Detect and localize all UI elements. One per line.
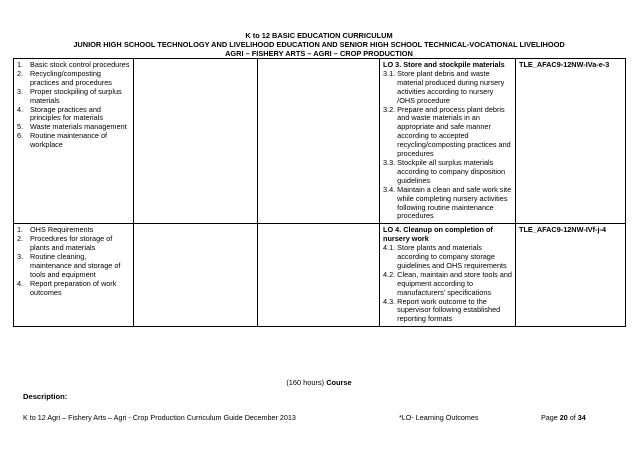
description-label: Description: (23, 392, 68, 401)
lo-item-text: Stockpile all surplus materials according to company disposition guidelines (397, 157, 506, 185)
table-row (14, 224, 626, 327)
performance-standard-cell (258, 59, 380, 224)
header-program: AGRI – FISHERY ARTS – AGRI – CROP PRODUCTION (225, 49, 413, 58)
lo-item-number: 4.3. (383, 296, 396, 306)
item-text: OHS Requirements (30, 225, 94, 235)
item-text: Recycling/composting practices and procedures (30, 68, 112, 87)
item-text: Basic stock control procedures (30, 60, 130, 69)
list-item (17, 106, 130, 124)
list-item (17, 280, 130, 298)
lo-item-number: 3.1. (383, 68, 396, 78)
list-item (17, 88, 130, 106)
item-text: Proper stockpiling of surplus materials (30, 86, 122, 105)
page-current: 20 (559, 413, 568, 422)
item-number: 3. (17, 86, 24, 96)
content-list (17, 226, 130, 297)
lo-item (383, 244, 512, 271)
lo-title: LO 3. Store and stockpile materials (383, 60, 505, 69)
header-title: K to 12 BASIC EDUCATION CURRICULUM (245, 31, 393, 40)
item-number: 2. (17, 68, 24, 78)
item-number: 3. (17, 252, 24, 262)
list-item (17, 235, 130, 253)
lo-item-text: Store plants and materials according to company storage guidelines and OHS requirements (397, 243, 507, 270)
item-text: Storage practices and principles for materials (30, 104, 103, 123)
competency-code-cell: TLE_AFAC9-12NW-IVa-e-3 (516, 59, 626, 224)
list-item (17, 253, 130, 280)
lo-item-number: 3.2. (383, 104, 396, 114)
item-number: 1. (17, 60, 24, 69)
lo-item-text: Store plant debris and waste material produced during nursery activities according to nursery /OHS procedure (397, 68, 505, 105)
learning-competency-cell (380, 224, 516, 327)
competency-code-cell: TLE_AFAC9-12NW-IVf-j-4 (516, 224, 626, 327)
list-item (17, 70, 130, 88)
lo-item-text: Report work outcome to the supervisor following established reporting formats (397, 296, 501, 324)
item-text: Procedures for storage of plants and materials (30, 234, 113, 253)
page-of: of (569, 413, 576, 422)
item-text: Routine cleaning, maintenance and storage of tools and equipment (30, 252, 121, 279)
lo-item (383, 70, 512, 106)
header-subtitle: JUNIOR HIGH SCHOOL TECHNOLOGY AND LIVELIHOOD EDUCATION AND SENIOR HIGH SCHOOL TECHNICAL-VOCATIONAL LIVELIHOOD (73, 40, 565, 49)
item-number: 1. (17, 225, 24, 235)
footer-guide-title: K to 12 Agri – Fishery Arts – Agri - Crop Production Curriculum Guide December 2013 (23, 413, 296, 422)
item-number: 4. (17, 104, 24, 114)
learning-competency-cell (380, 59, 516, 224)
lo-item-text: Prepare and process plant debris and waste materials in an appropriate and safe manner according to accepted recycling/composting practices and procedures (397, 104, 511, 159)
lo-item-number: 4.2. (383, 269, 396, 279)
list-item (17, 132, 130, 150)
item-number: 2. (17, 234, 24, 244)
performance-standard-cell (258, 224, 380, 327)
course-label: Course (326, 378, 352, 387)
content-standard-cell (134, 224, 258, 327)
lo-title: LO 4. Cleanup on completion of nursery work (383, 225, 493, 244)
footer-page-number (541, 413, 586, 422)
item-number: 6. (17, 131, 24, 141)
item-text: Waste materials management (30, 122, 127, 132)
curriculum-table (13, 58, 626, 327)
lo-item (383, 186, 512, 222)
content-list (17, 61, 130, 150)
lo-item-text: Clean, maintain and store tools and equipment according to manufacturers' specifications (397, 269, 512, 297)
footer-lo-note: *LO- Learning Outcomes (399, 413, 479, 422)
lo-item (383, 298, 512, 325)
content-cell (14, 224, 134, 327)
page-total: 34 (577, 413, 586, 422)
item-number: 4. (17, 278, 24, 288)
course-hours: (160 hours) (286, 378, 325, 387)
content-cell (14, 59, 134, 224)
item-text: Routine maintenance of workplace (30, 131, 108, 150)
lo-item (383, 159, 512, 186)
page-prefix: Page (541, 413, 558, 422)
course-description-heading (0, 378, 638, 387)
lo-item (383, 106, 512, 159)
content-standard-cell (134, 59, 258, 224)
item-number: 5. (17, 122, 24, 132)
lo-item-number: 4.1. (383, 243, 396, 253)
lo-item-text: Maintain a clean and safe work site while completing nursery activities following routine maintenance procedures (397, 184, 512, 221)
table-row (14, 59, 626, 224)
item-text: Report preparation of work outcomes (30, 278, 117, 297)
lo-item-number: 3.3. (383, 157, 396, 167)
lo-item-number: 3.4. (383, 184, 396, 194)
lo-item (383, 271, 512, 298)
